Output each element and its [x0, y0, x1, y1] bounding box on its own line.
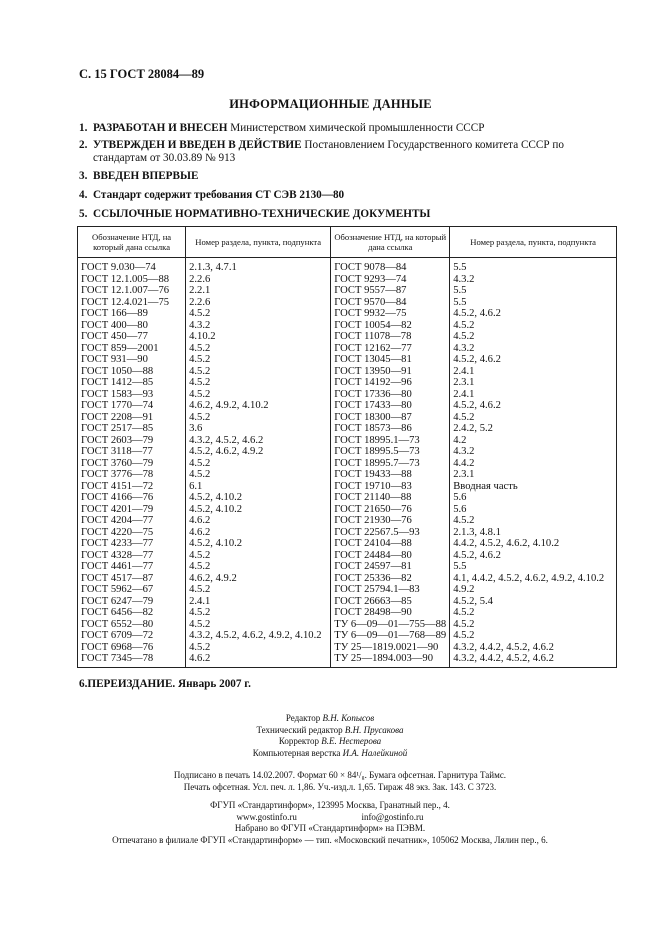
- section-cell: 4.5.2: [186, 469, 331, 481]
- designation-cell: ГОСТ 5962—67: [78, 584, 186, 596]
- table-row: [78, 561, 617, 573]
- designation-cell: ГОСТ 9557—87: [331, 285, 450, 297]
- designation-cell: ГОСТ 24484—80: [331, 550, 450, 562]
- table-row: [78, 607, 617, 619]
- section-cell: 2.1.3, 4.7.1: [186, 258, 331, 274]
- section-cell: 4.6.2: [186, 515, 331, 527]
- section-cell: 5.5: [450, 561, 617, 573]
- section-cell: 2.4.1: [450, 389, 617, 401]
- section-cell: 5.5: [450, 297, 617, 309]
- table-row: [78, 343, 617, 355]
- section-cell: 4.5.2: [186, 619, 331, 631]
- item-text-line2: стандартам от 30.03.89 № 913: [93, 152, 236, 164]
- editor-line: Корректор В.Е. Нестерова: [278, 736, 382, 746]
- designation-cell: ГОСТ 9293—74: [331, 274, 450, 286]
- designation-cell: ГОСТ 12.1.007—76: [78, 285, 186, 297]
- section-cell: 4.6.2, 4.9.2, 4.10.2: [186, 400, 331, 412]
- designation-cell: ТУ 6—09—01—768—89: [331, 630, 450, 642]
- designation-cell: ГОСТ 3776—78: [78, 469, 186, 481]
- section-cell: 4.10.2: [186, 331, 331, 343]
- section-cell: 2.2.6: [186, 297, 331, 309]
- table-row: [78, 366, 617, 378]
- table-row: [78, 274, 617, 286]
- table-row: [78, 653, 617, 667]
- designation-cell: ГОСТ 18573—86: [331, 423, 450, 435]
- designation-cell: ГОСТ 7345—78: [78, 653, 186, 667]
- editors-block: [150, 713, 510, 759]
- section-cell: 6.1: [186, 481, 331, 493]
- table-row: [78, 584, 617, 596]
- header-section-left: Номер раздела, пункта, подпункта: [186, 227, 331, 258]
- section-title: ИНФОРМАЦИОННЫЕ ДАННЫЕ: [229, 97, 432, 111]
- item-text: Постановлением Государственного комитета СССР по: [301, 139, 564, 151]
- designation-cell: ГОСТ 22567.5—93: [331, 527, 450, 539]
- designation-cell: ГОСТ 2603—79: [78, 435, 186, 447]
- designation-cell: ГОСТ 6456—82: [78, 607, 186, 619]
- section-cell: 4.5.2: [186, 308, 331, 320]
- section-cell: 4.5.2: [450, 515, 617, 527]
- designation-cell: ГОСТ 19433—88: [331, 469, 450, 481]
- designation-cell: ГОСТ 4517—87: [78, 573, 186, 585]
- designation-cell: ГОСТ 931—90: [78, 354, 186, 366]
- section-cell: 4.6.2: [186, 527, 331, 539]
- item-bold-text: РАЗРАБОТАН И ВНЕСЕН: [93, 122, 228, 134]
- table-header-row: [78, 227, 617, 258]
- section-cell: 4.5.2: [186, 561, 331, 573]
- designation-cell: ГОСТ 14192—96: [331, 377, 450, 389]
- header-designation-right: Обозначение НТД, на который дана ссылка: [331, 227, 450, 258]
- table-row: [78, 469, 617, 481]
- section-cell: 4.5.2: [186, 366, 331, 378]
- table-row: [78, 389, 617, 401]
- section-cell: 2.2.6: [186, 274, 331, 286]
- section-cell: 4.5.2: [450, 619, 617, 631]
- designation-cell: ГОСТ 10054—82: [331, 320, 450, 332]
- section-cell: 4.5.2: [186, 584, 331, 596]
- publisher-email[interactable]: info@gostinfo.ru: [361, 811, 424, 822]
- section-cell: 4.3.2, 4.4.2, 4.5.2, 4.6.2: [450, 642, 617, 654]
- editor-line: Компьютерная верстка И.А. Налейкиной: [252, 747, 408, 758]
- table-row: [78, 308, 617, 320]
- section-cell: 4.5.2: [450, 607, 617, 619]
- section-cell: 4.5.2: [186, 607, 331, 619]
- designation-cell: ГОСТ 859—2001: [78, 343, 186, 355]
- designation-cell: ГОСТ 18995.1—73: [331, 435, 450, 447]
- reference-documents-table: [77, 226, 617, 668]
- table-row: [78, 492, 617, 504]
- designation-cell: ГОСТ 25336—82: [331, 573, 450, 585]
- designation-cell: ГОСТ 24597—81: [331, 561, 450, 573]
- table-row: [78, 458, 617, 470]
- designation-cell: ГОСТ 9.030—74: [78, 258, 186, 274]
- section-cell: 4.6.2, 4.9.2: [186, 573, 331, 585]
- item-number: 5.: [79, 208, 88, 220]
- item-bold-text: УТВЕРЖДЕН И ВВЕДЕН В ДЕЙСТВИЕ: [93, 139, 302, 151]
- section-cell: 4.5.2: [186, 550, 331, 562]
- section-cell: 2.3.1: [450, 377, 617, 389]
- section-cell: 4.5.2, 4.6.2: [450, 354, 617, 366]
- section-cell: 5.5: [450, 285, 617, 297]
- designation-cell: ГОСТ 4201—79: [78, 504, 186, 516]
- section-cell: 4.5.2: [450, 412, 617, 424]
- publisher-block: [40, 800, 620, 846]
- section-cell: 4.5.2, 4.6.2, 4.9.2: [186, 446, 331, 458]
- section-cell: 4.3.2, 4.5.2, 4.6.2: [186, 435, 331, 447]
- designation-cell: ГОСТ 1050—88: [78, 366, 186, 378]
- section-cell: 4.5.2: [186, 458, 331, 470]
- table-row: [78, 435, 617, 447]
- section-cell: 4.5.2: [186, 354, 331, 366]
- section-cell: 4.2: [450, 435, 617, 447]
- table-row: [78, 642, 617, 654]
- section-cell: 4.4.2: [450, 458, 617, 470]
- section-cell: 4.5.2, 5.4: [450, 596, 617, 608]
- designation-cell: ГОСТ 4220—75: [78, 527, 186, 539]
- designation-cell: ГОСТ 12.1.005—88: [78, 274, 186, 286]
- item-bold-text: ССЫЛОЧНЫЕ НОРМАТИВНО-ТЕХНИЧЕСКИЕ ДОКУМЕНТЫ: [93, 208, 431, 220]
- table-row: [78, 630, 617, 642]
- table-row: [78, 258, 617, 274]
- table-row: [78, 377, 617, 389]
- designation-cell: ГОСТ 21140—88: [331, 492, 450, 504]
- item-number: 4.: [79, 189, 88, 201]
- table-row: [78, 412, 617, 424]
- designation-cell: ГОСТ 400—80: [78, 320, 186, 332]
- designation-cell: ГОСТ 3118—77: [78, 446, 186, 458]
- info-item-2: [79, 139, 619, 165]
- designation-cell: ГОСТ 4233—77: [78, 538, 186, 550]
- section-cell: 3.6: [186, 423, 331, 435]
- section-cell: 4.4.2, 4.5.2, 4.6.2, 4.10.2: [450, 538, 617, 550]
- designation-cell: ГОСТ 17433—80: [331, 400, 450, 412]
- table-row: [78, 504, 617, 516]
- designation-cell: ГОСТ 2208—91: [78, 412, 186, 424]
- section-cell: 2.1.3, 4.8.1: [450, 527, 617, 539]
- designation-cell: ГОСТ 166—89: [78, 308, 186, 320]
- info-item-1: [79, 122, 619, 135]
- section-cell: 4.5.2: [186, 343, 331, 355]
- info-item-6: [79, 678, 251, 690]
- designation-cell: ГОСТ 18995.5—73: [331, 446, 450, 458]
- section-cell: 4.5.2, 4.10.2: [186, 538, 331, 550]
- table-row: [78, 297, 617, 309]
- designation-cell: ГОСТ 21930—76: [331, 515, 450, 527]
- publisher-line-1: ФГУП «Стандартинформ», 123995 Москва, Гранатный пер., 4.: [210, 800, 450, 810]
- section-cell: 2.4.1: [450, 366, 617, 378]
- table-row: [78, 320, 617, 332]
- header-designation-left: Обозначение НТД, на который дана ссылка: [78, 227, 186, 258]
- section-cell: 4.5.2, 4.6.2: [450, 400, 617, 412]
- designation-cell: ГОСТ 12.4.021—75: [78, 297, 186, 309]
- print-info-block: [110, 770, 570, 793]
- section-cell: 4.5.2: [450, 331, 617, 343]
- section-cell: 4.3.2, 4.4.2, 4.5.2, 4.6.2: [450, 653, 617, 667]
- section-cell: 2.2.1: [186, 285, 331, 297]
- table-row: [78, 619, 617, 631]
- table-row: [78, 573, 617, 585]
- designation-cell: ГОСТ 13045—81: [331, 354, 450, 366]
- designation-cell: ГОСТ 6709—72: [78, 630, 186, 642]
- section-cell: 4.5.2, 4.6.2: [450, 308, 617, 320]
- publisher-contacts: [40, 812, 620, 824]
- designation-cell: ГОСТ 18300—87: [331, 412, 450, 424]
- section-cell: 4.5.2, 4.10.2: [186, 504, 331, 516]
- designation-cell: ГОСТ 18995.7—73: [331, 458, 450, 470]
- designation-cell: ГОСТ 9570—84: [331, 297, 450, 309]
- table-row: [78, 550, 617, 562]
- info-item-4: [79, 189, 619, 202]
- designation-cell: ГОСТ 9078—84: [331, 258, 450, 274]
- table-body: [78, 258, 617, 668]
- item-text: Министерством химической промышленности СССР: [227, 122, 485, 134]
- designation-cell: ГОСТ 12162—77: [331, 343, 450, 355]
- designation-cell: ТУ 6—09—01—755—88: [331, 619, 450, 631]
- designation-cell: ГОСТ 6968—76: [78, 642, 186, 654]
- info-item-3: [79, 170, 619, 183]
- table-row: [78, 354, 617, 366]
- section-cell: 4.9.2: [450, 584, 617, 596]
- designation-cell: ГОСТ 4151—72: [78, 481, 186, 493]
- info-item-5: [79, 208, 619, 221]
- section-cell: 4.5.2: [186, 642, 331, 654]
- table-row: [78, 481, 617, 493]
- print-line-1: Подписано в печать 14.02.2007. Формат 60 × 84¹/₈. Бумага офсетная. Гарнитура Таймс.: [173, 770, 507, 780]
- designation-cell: ГОСТ 6552—80: [78, 619, 186, 631]
- section-cell: 2.3.1: [450, 469, 617, 481]
- designation-cell: ГОСТ 9932—75: [331, 308, 450, 320]
- designation-cell: ГОСТ 13950—91: [331, 366, 450, 378]
- publisher-line-4: Отпечатано в филиале ФГУП «Стандартинформ» — тип. «Московский печатник», 105062 Москва, Лялин пер., 6.: [112, 834, 548, 845]
- section-cell: 4.3.2, 4.5.2, 4.6.2, 4.9.2, 4.10.2: [186, 630, 331, 642]
- section-cell: 2.4.1: [186, 596, 331, 608]
- section-cell: 4.5.2: [450, 320, 617, 332]
- item-number: 1.: [79, 122, 88, 134]
- table-row: [78, 446, 617, 458]
- section-cell: 4.5.2: [450, 630, 617, 642]
- designation-cell: ТУ 25—1819.0021—90: [331, 642, 450, 654]
- section-cell: 4.1, 4.4.2, 4.5.2, 4.6.2, 4.9.2, 4.10.2: [450, 573, 617, 585]
- designation-cell: ТУ 25—1894.003—90: [331, 653, 450, 667]
- designation-cell: ГОСТ 26663—85: [331, 596, 450, 608]
- section-cell: 4.3.2: [450, 343, 617, 355]
- table-row: [78, 331, 617, 343]
- designation-cell: ГОСТ 1583—93: [78, 389, 186, 401]
- table-row: [78, 527, 617, 539]
- designation-cell: ГОСТ 4328—77: [78, 550, 186, 562]
- designation-cell: ГОСТ 1770—74: [78, 400, 186, 412]
- table-row: [78, 423, 617, 435]
- section-cell: Вводная часть: [450, 481, 617, 493]
- section-cell: 4.6.2: [186, 653, 331, 667]
- publisher-website[interactable]: www.gostinfo.ru: [236, 811, 297, 822]
- section-cell: 4.3.2: [450, 446, 617, 458]
- designation-cell: ГОСТ 1412—85: [78, 377, 186, 389]
- table-row: [78, 515, 617, 527]
- designation-cell: ГОСТ 3760—79: [78, 458, 186, 470]
- editor-line: Редактор В.Н. Копысов: [285, 713, 375, 723]
- designation-cell: ГОСТ 6247—79: [78, 596, 186, 608]
- section-cell: 4.5.2: [186, 389, 331, 401]
- item-text: ПЕРЕИЗДАНИЕ. Январь 2007 г.: [87, 678, 251, 690]
- section-cell: 4.5.2, 4.6.2: [450, 550, 617, 562]
- designation-cell: ГОСТ 11078—78: [331, 331, 450, 343]
- section-cell: 4.5.2, 4.10.2: [186, 492, 331, 504]
- item-text: Стандарт содержит требования СТ СЭВ 2130—80: [93, 189, 345, 201]
- item-number: 3.: [79, 170, 88, 182]
- header-section-right: Номер раздела, пункта, подпункта: [450, 227, 617, 258]
- publisher-line-3: Набрано во ФГУП «Стандартинформ» на ПЭВМ.: [234, 823, 426, 833]
- print-line-2: Печать офсетная. Усл. печ. л. 1,86. Уч.-изд.л. 1,65. Тираж 48 экз. Зак. 143. С 3723.: [183, 781, 497, 792]
- table-row: [78, 538, 617, 550]
- section-cell: 2.4.2, 5.2: [450, 423, 617, 435]
- section-cell: 5.5: [450, 258, 617, 274]
- designation-cell: ГОСТ 25794.1—83: [331, 584, 450, 596]
- section-cell: 4.5.2: [186, 412, 331, 424]
- table-row: [78, 400, 617, 412]
- designation-cell: ГОСТ 17336—80: [331, 389, 450, 401]
- table-row: [78, 596, 617, 608]
- section-cell: 5.6: [450, 492, 617, 504]
- page-header: С. 15 ГОСТ 28084—89: [79, 67, 205, 81]
- section-cell: 4.3.2: [450, 274, 617, 286]
- designation-cell: ГОСТ 4461—77: [78, 561, 186, 573]
- designation-cell: ГОСТ 21650—76: [331, 504, 450, 516]
- designation-cell: ГОСТ 28498—90: [331, 607, 450, 619]
- designation-cell: ГОСТ 4166—76: [78, 492, 186, 504]
- table-row: [78, 285, 617, 297]
- section-cell: 5.6: [450, 504, 617, 516]
- designation-cell: ГОСТ 450—77: [78, 331, 186, 343]
- item-number: 2.: [79, 139, 88, 151]
- designation-cell: ГОСТ 4204—77: [78, 515, 186, 527]
- item-number: 6.: [79, 678, 88, 690]
- section-cell: 4.5.2: [186, 377, 331, 389]
- designation-cell: ГОСТ 19710—83: [331, 481, 450, 493]
- item-bold-text: ВВЕДЕН ВПЕРВЫЕ: [93, 170, 199, 182]
- designation-cell: ГОСТ 24104—88: [331, 538, 450, 550]
- designation-cell: ГОСТ 2517—85: [78, 423, 186, 435]
- editor-line: Технический редактор В.Н. Прусакова: [256, 724, 404, 735]
- section-cell: 4.3.2: [186, 320, 331, 332]
